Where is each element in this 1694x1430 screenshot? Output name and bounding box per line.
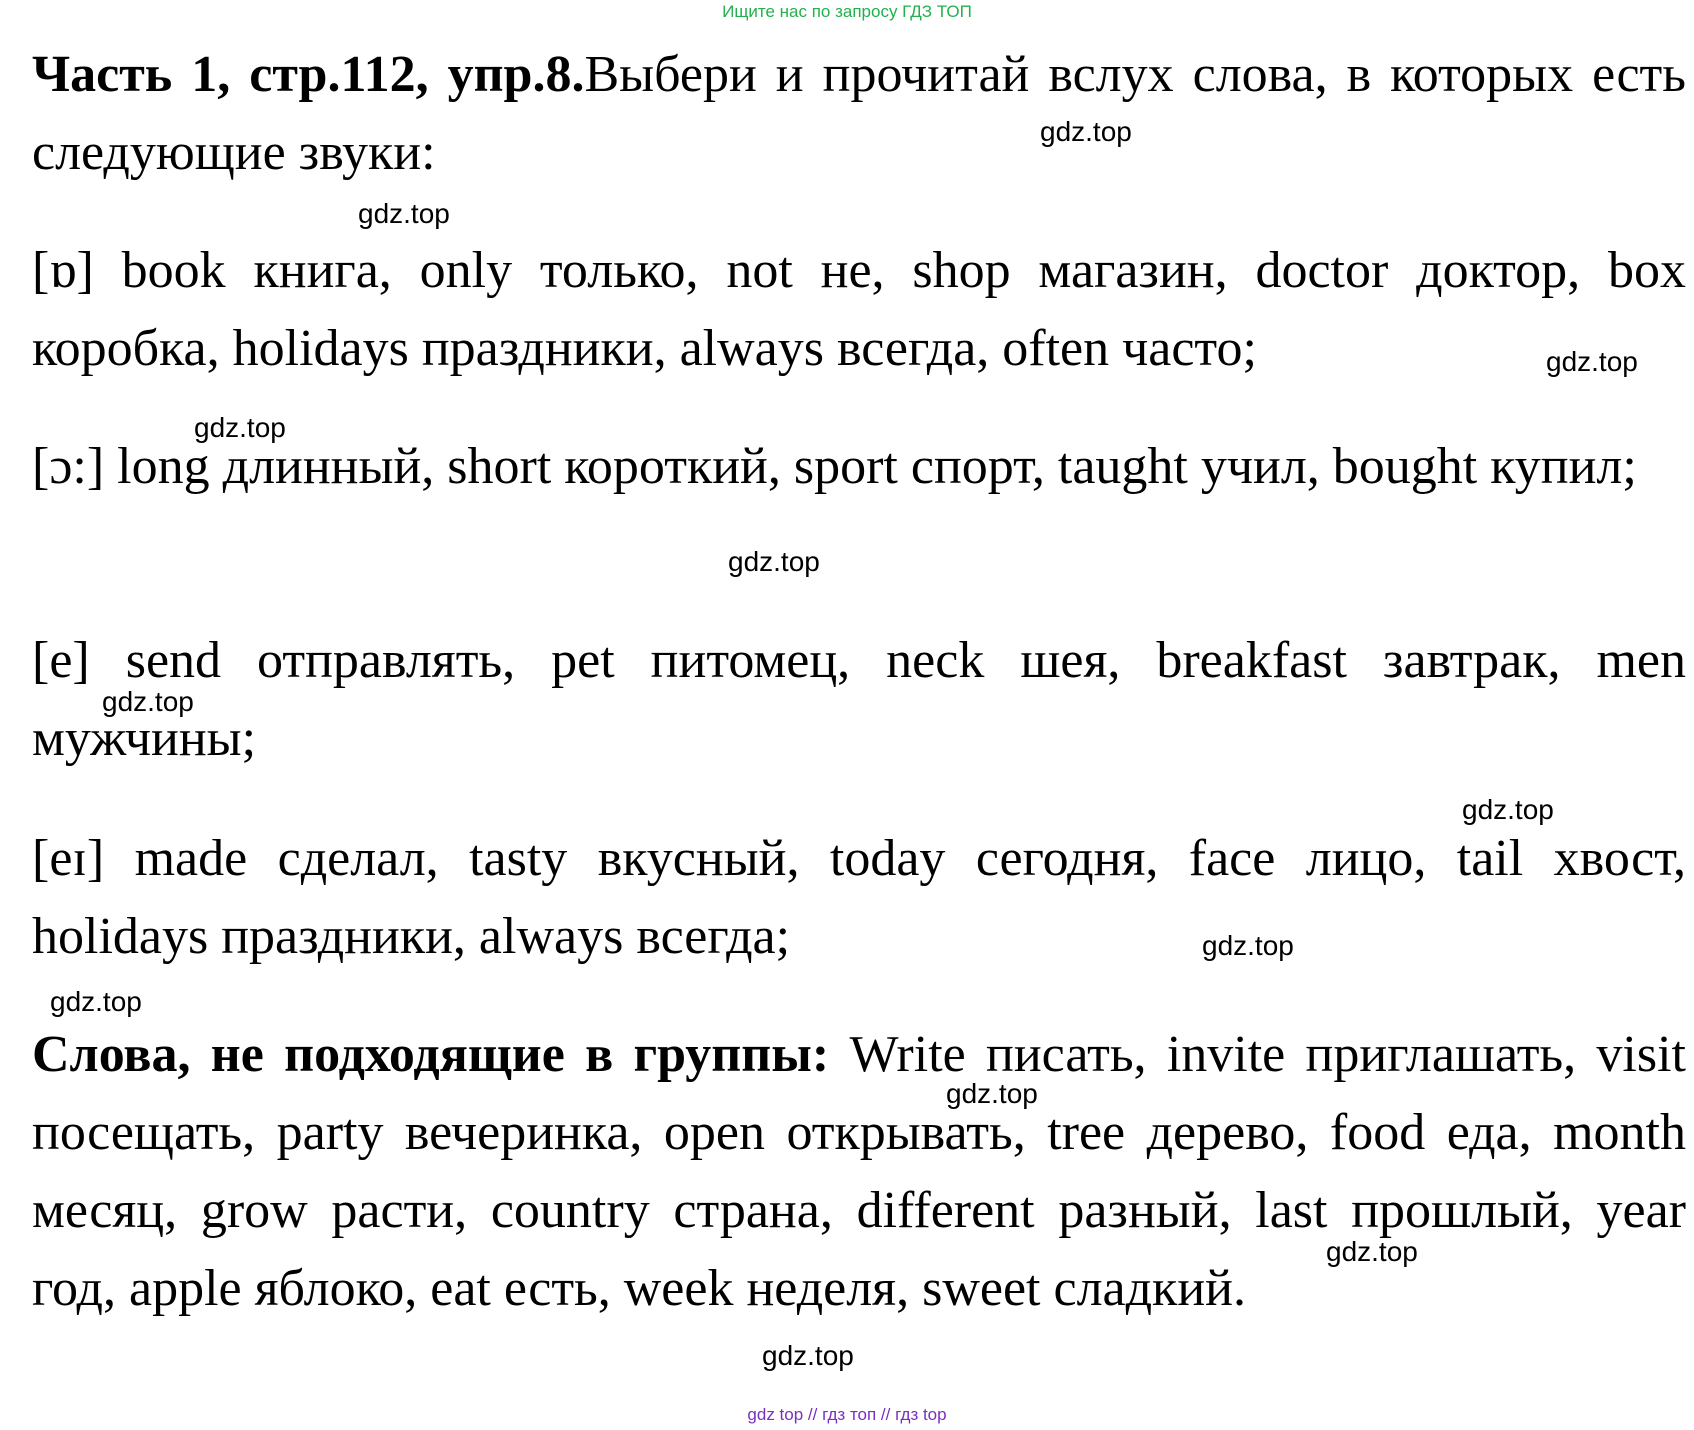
watermark: gdz.top [1546, 346, 1638, 377]
watermark: gdz.top [1202, 930, 1294, 961]
watermark: gdz.top [1040, 116, 1132, 147]
watermark: gdz.top [102, 686, 194, 717]
sound-symbol: [ɒ] [32, 242, 94, 299]
top-banner: Ищите нас по запросу ГДЗ ТОП [722, 2, 972, 21]
watermark: gdz.top [946, 1078, 1038, 1109]
odd-words-paragraph [32, 1016, 1686, 1328]
exercise-header [32, 36, 1686, 192]
watermark: gdz.top [1326, 1236, 1418, 1267]
exercise-reference: Часть 1, стр.112, упр.8. [32, 46, 585, 103]
watermark: gdz.top [358, 198, 450, 229]
watermark: gdz.top [50, 986, 142, 1017]
sound-group-ei [32, 820, 1686, 976]
watermark: gdz.top [1462, 794, 1554, 825]
watermark: gdz.top [728, 546, 820, 577]
odd-words-list: Write писать, invite приглашать, visit посещать, party вечеринка, open открывать, tree дерево, food еда, month месяц, grow расти, country страна, different разный, last прошлый, year год, apple яблоко, eat есть, week неделя, sweet сладкий. [32, 1026, 1687, 1317]
sound-symbol: [eɪ] [32, 830, 105, 887]
odd-words-heading: Слова, не подходящие в группы: [32, 1026, 830, 1083]
watermark: gdz.top [762, 1340, 854, 1371]
sound-symbol: [ɔ:] [32, 438, 105, 495]
footer-watermark: gdz top // гдз топ // гдз top [747, 1405, 947, 1424]
sound-group-e [32, 622, 1686, 778]
sound-words: book книга, only только, not не, shop магазин, doctor доктор, box коробка, holidays праздники, always всегда, often часто; [32, 242, 1687, 377]
sound-group-o-short [32, 232, 1686, 388]
sound-words: made сделал, tasty вкусный, today сегодня, face лицо, tail хвост, holidays праздники, always всегда; [32, 830, 1687, 965]
sound-words: send отправлять, pet питомец, neck шея, breakfast завтрак, men мужчины; [32, 632, 1686, 767]
sound-symbol: [e] [32, 632, 90, 689]
watermark: gdz.top [194, 412, 286, 443]
exercise-instruction: Выбери и прочитай вслух слова, в которых есть следующие звуки: [32, 46, 1686, 181]
sound-words: long длинный, short короткий, sport спорт, taught учил, bought купил; [117, 438, 1637, 495]
